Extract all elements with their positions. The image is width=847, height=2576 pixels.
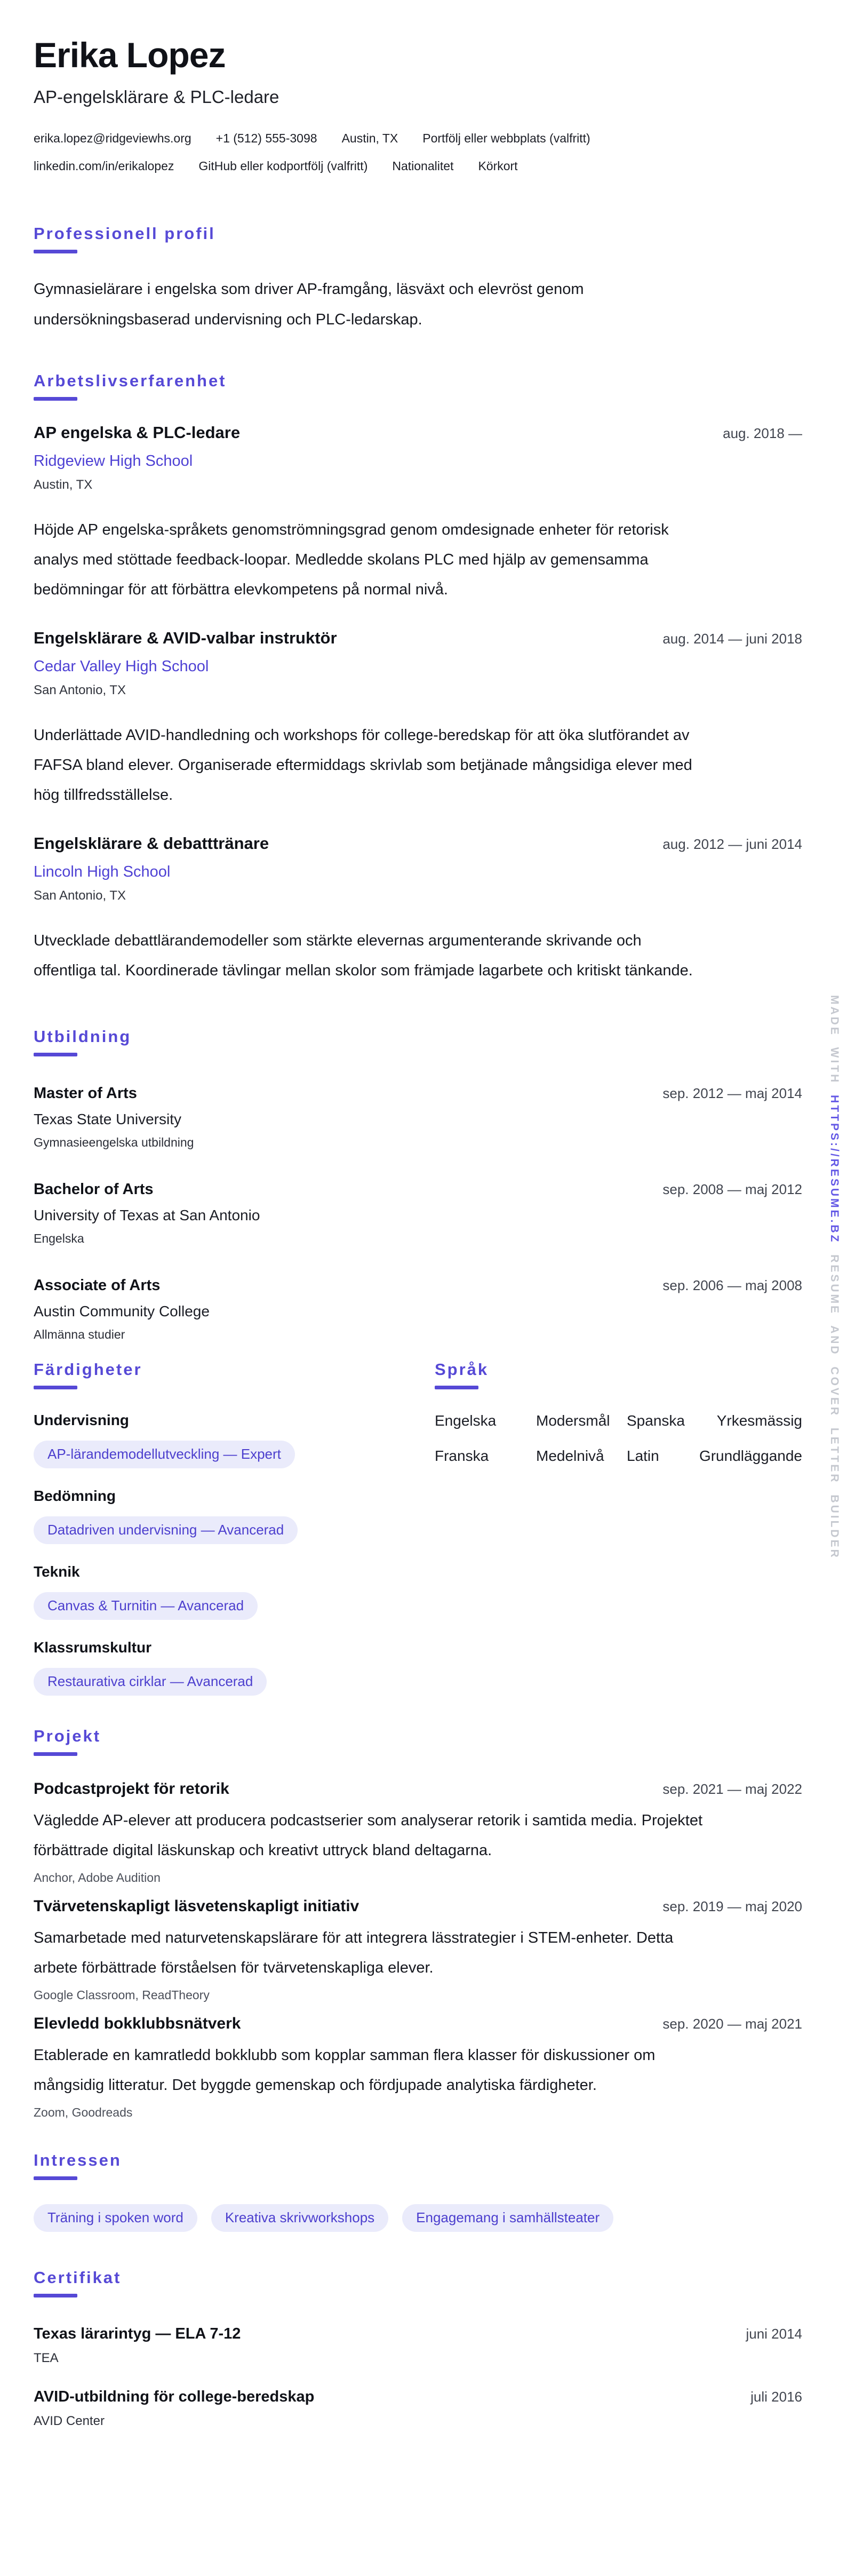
profile-summary: Gymnasielärare i engelska som driver AP-framgång, läsväxt och elevröst genom undersökningsbaserad undervisning och PLC-ledarskap. bbox=[34, 281, 584, 328]
education-entry bbox=[34, 1084, 802, 1150]
job-header-row bbox=[34, 423, 802, 443]
skill-badge-wrap bbox=[34, 1580, 435, 1620]
heading-underline bbox=[34, 250, 77, 253]
interest-badge: Kreativa skrivworkshops bbox=[211, 2204, 388, 2232]
certificate-date: juni 2014 bbox=[746, 2326, 802, 2342]
project-title: Podcastprojekt för retorik bbox=[34, 1780, 229, 1798]
skill-badge-wrap bbox=[34, 1429, 435, 1468]
section-education bbox=[34, 1028, 802, 1342]
project-title: Elevledd bokklubbsnätverk bbox=[34, 2015, 241, 2032]
field-of-study: Gymnasieengelska utbildning bbox=[34, 1135, 194, 1149]
education-date: sep. 2012 — maj 2014 bbox=[662, 1085, 802, 1101]
language-level: Modersmål bbox=[536, 1412, 610, 1429]
skill-badge-wrap bbox=[34, 1656, 435, 1696]
school-name: Texas State University bbox=[34, 1111, 181, 1127]
job-location: San Antonio, TX bbox=[34, 888, 126, 903]
job-date: aug. 2014 — juni 2018 bbox=[662, 631, 802, 647]
degree-name: Master of Arts bbox=[34, 1085, 137, 1102]
project-header-row bbox=[34, 1779, 802, 1799]
skill-badge: Restaurativa cirklar — Avancerad bbox=[34, 1668, 267, 1696]
language-level: Medelnivå bbox=[536, 1448, 604, 1464]
skill-category: Teknik bbox=[34, 1563, 80, 1580]
skill-category: Undervisning bbox=[34, 1412, 129, 1428]
heading-underline bbox=[34, 1053, 77, 1056]
heading-underline bbox=[34, 2176, 77, 2180]
project-description: Vägledde AP-elever att producera podcastserier som analyserar retorik i samtida media. Projektet förbättrade digital läskunskap och kreativt uttryck bland deltagarna. bbox=[34, 1812, 703, 1859]
certificates-heading: Certifikat bbox=[34, 2268, 122, 2287]
skill-category: Klassrumskultur bbox=[34, 1639, 151, 1656]
school-name: University of Texas at San Antonio bbox=[34, 1207, 260, 1223]
watermark-tagline: RESUME AND COVER LETTER BUILDER bbox=[828, 1254, 841, 1560]
project-entry bbox=[34, 2014, 802, 2120]
project-title: Tvärvetenskapligt läsvetenskapligt initiativ bbox=[34, 1897, 359, 1915]
education-heading: Utbildning bbox=[34, 1027, 132, 1046]
education-header-row bbox=[34, 1276, 802, 1295]
certificate-issuer: TEA bbox=[34, 2351, 59, 2365]
section-skills bbox=[34, 1361, 435, 1696]
section-certificates bbox=[34, 2269, 802, 2429]
skill-category: Bedömning bbox=[34, 1488, 116, 1504]
job-entry bbox=[34, 423, 802, 605]
contact-portfolio-placeholder: Portfölj eller webbplats (valfritt) bbox=[422, 131, 590, 145]
certificate-header-row bbox=[34, 2324, 802, 2343]
section-languages bbox=[435, 1361, 802, 1696]
education-date: sep. 2006 — maj 2008 bbox=[662, 1277, 802, 1293]
contact-row-2 bbox=[34, 158, 802, 174]
job-title: AP engelska & PLC-ledare bbox=[34, 423, 241, 442]
job-description: Höjde AP engelska-språkets genomströmningsgrad genom omdesignade enheter för retorisk analys med stöttade feedback-loopar. Medledde skolans PLC med hjälp av gemensamma bedömningar för att förbättra elevkompetens på normal nivå. bbox=[34, 521, 669, 598]
heading-underline bbox=[435, 1386, 478, 1389]
contact-row-1 bbox=[34, 130, 802, 146]
company-link[interactable]: Ridgeview High School bbox=[34, 452, 193, 470]
person-name: Erika Lopez bbox=[34, 35, 226, 75]
job-entry bbox=[34, 833, 802, 985]
education-header-row bbox=[34, 1180, 802, 1199]
project-tools: Anchor, Adobe Audition bbox=[34, 1871, 161, 1885]
skills-heading: Färdigheter bbox=[34, 1360, 142, 1379]
job-location: San Antonio, TX bbox=[34, 683, 126, 697]
person-title: AP-engelsklärare & PLC-ledare bbox=[34, 87, 279, 107]
job-header-row bbox=[34, 833, 802, 854]
project-description: Samarbetade med naturvetenskapslärare för att integrera lässtrategier i STEM-enheter. Detta arbete förbättrade förståelsen för tvärvetenskapliga elever. bbox=[34, 1929, 674, 1976]
heading-underline bbox=[34, 2294, 77, 2297]
job-date: aug. 2018 — bbox=[723, 425, 802, 441]
certificate-header-row bbox=[34, 2387, 802, 2406]
job-date: aug. 2012 — juni 2014 bbox=[662, 836, 802, 852]
heading-underline bbox=[34, 397, 77, 401]
certificate-entry bbox=[34, 2324, 802, 2366]
skill-badge: AP-lärandemodellutveckling — Expert bbox=[34, 1441, 295, 1468]
contact-location: Austin, TX bbox=[341, 131, 398, 145]
company-link[interactable]: Lincoln High School bbox=[34, 863, 171, 880]
interest-badge: Träning i spoken word bbox=[34, 2204, 197, 2232]
project-header-row bbox=[34, 1896, 802, 1917]
certificate-title: AVID-utbildning för college-beredskap bbox=[34, 2388, 315, 2405]
language-level: Yrkesmässig bbox=[716, 1412, 802, 1429]
experience-heading: Arbetslivserfarenhet bbox=[34, 371, 227, 390]
field-of-study: Allmänna studier bbox=[34, 1327, 125, 1341]
heading-underline bbox=[34, 1752, 77, 1756]
skills-languages-columns bbox=[34, 1361, 802, 1696]
section-profile bbox=[34, 225, 802, 335]
interest-badge: Engagemang i samhällsteater bbox=[402, 2204, 613, 2232]
contact-email: erika.lopez@ridgeviewhs.org bbox=[34, 131, 191, 145]
skill-badge-wrap bbox=[34, 1505, 435, 1544]
watermark-url-link[interactable]: HTTPS://RESUME.BZ bbox=[828, 1095, 841, 1244]
project-date: sep. 2021 — maj 2022 bbox=[662, 1781, 802, 1797]
education-header-row bbox=[34, 1084, 802, 1103]
interests-list bbox=[34, 2204, 802, 2232]
language-level: Grundläggande bbox=[699, 1448, 802, 1464]
project-entry bbox=[34, 1896, 802, 2003]
project-description: Etablerade en kamratledd bokklubb som kopplar samman flera klasser för diskussioner om mångsidig litteratur. Det byggde gemenskap och fördjupade analytiska färdigheter. bbox=[34, 2047, 656, 2094]
contact-github-placeholder: GitHub eller kodportfölj (valfritt) bbox=[198, 159, 368, 173]
language-name: Latin bbox=[627, 1448, 659, 1464]
job-entry bbox=[34, 628, 802, 810]
projects-heading: Projekt bbox=[34, 1727, 101, 1745]
certificate-date: juli 2016 bbox=[750, 2389, 802, 2405]
watermark-vertical bbox=[828, 995, 841, 1560]
language-name: Spanska bbox=[627, 1412, 685, 1429]
job-description: Underlättade AVID-handledning och workshops för college-beredskap för att öka slutförandet av FAFSA bland elever. Organiserade eftermiddags skrivlab som betjänade mångsidiga elever med hög tillfredsställelse. bbox=[34, 727, 692, 804]
job-location: Austin, TX bbox=[34, 478, 93, 492]
education-entry bbox=[34, 1276, 802, 1342]
header bbox=[34, 37, 802, 174]
degree-name: Bachelor of Arts bbox=[34, 1181, 154, 1198]
field-of-study: Engelska bbox=[34, 1231, 84, 1245]
contact-license-placeholder: Körkort bbox=[478, 159, 518, 173]
certificate-issuer: AVID Center bbox=[34, 2414, 105, 2428]
job-header-row bbox=[34, 628, 802, 648]
watermark-made-with: MADE WITH bbox=[828, 995, 841, 1085]
project-header-row bbox=[34, 2014, 802, 2034]
project-entry bbox=[34, 1779, 802, 1886]
certificate-entry bbox=[34, 2387, 802, 2429]
heading-underline bbox=[34, 1386, 77, 1389]
languages-heading: Språk bbox=[435, 1360, 489, 1379]
education-date: sep. 2008 — maj 2012 bbox=[662, 1181, 802, 1197]
contact-linkedin: linkedin.com/in/erikalopez bbox=[34, 159, 174, 173]
project-tools: Google Classroom, ReadTheory bbox=[34, 1988, 210, 2002]
project-tools: Zoom, Goodreads bbox=[34, 2105, 133, 2119]
company-link[interactable]: Cedar Valley High School bbox=[34, 658, 209, 675]
skill-badge: Canvas & Turnitin — Avancerad bbox=[34, 1592, 258, 1620]
school-name: Austin Community College bbox=[34, 1303, 210, 1319]
language-name: Engelska bbox=[435, 1412, 497, 1429]
interests-heading: Intressen bbox=[34, 2151, 122, 2169]
skill-badge: Datadriven undervisning — Avancerad bbox=[34, 1516, 298, 1544]
languages-grid bbox=[435, 1412, 802, 1465]
project-date: sep. 2020 — maj 2021 bbox=[662, 2016, 802, 2032]
section-projects bbox=[34, 1728, 802, 2120]
section-experience bbox=[34, 372, 802, 985]
contact-nationality-placeholder: Nationalitet bbox=[392, 159, 454, 173]
profile-heading: Professionell profil bbox=[34, 224, 215, 243]
degree-name: Associate of Arts bbox=[34, 1277, 161, 1294]
education-entry bbox=[34, 1180, 802, 1246]
certificate-title: Texas lärarintyg — ELA 7-12 bbox=[34, 2325, 241, 2342]
section-interests bbox=[34, 2152, 802, 2232]
job-title: Engelsklärare & AVID-valbar instruktör bbox=[34, 629, 337, 647]
job-description: Utvecklade debattlärandemodeller som stärkte elevernas argumenterande skrivande och offentliga tal. Koordinerade tävlingar mellan skolor som främjade lagarbete och kritiskt tänkande. bbox=[34, 932, 693, 979]
language-name: Franska bbox=[435, 1448, 489, 1464]
contact-phone: +1 (512) 555-3098 bbox=[215, 131, 317, 145]
project-date: sep. 2019 — maj 2020 bbox=[662, 1898, 802, 1914]
job-title: Engelsklärare & debatttränare bbox=[34, 834, 269, 853]
